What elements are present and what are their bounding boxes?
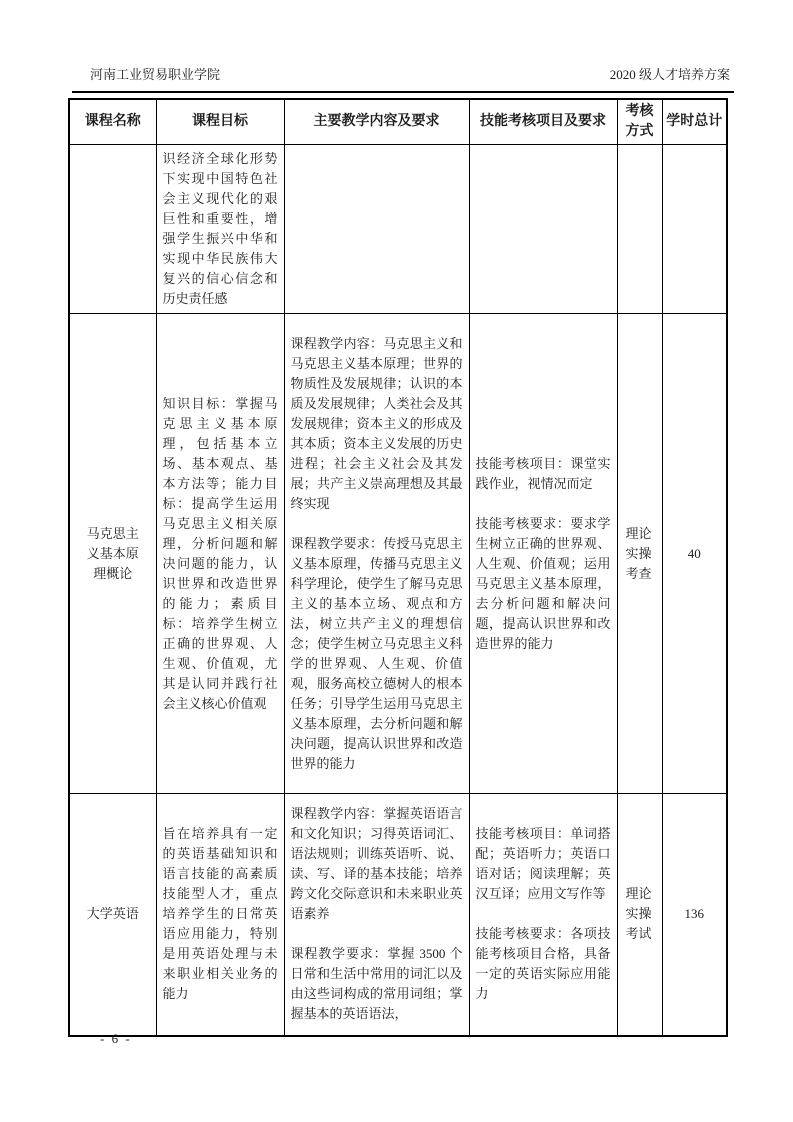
content-paragraph: 课程教学要求：掌握 3500 个日常和生活中常用的词汇以及由这些词构成的常用词组；掌握基本的英语语法， — [290, 946, 463, 1022]
table-row — [69, 145, 727, 314]
col-header-method: 考核方式 — [617, 99, 662, 145]
table-row — [69, 794, 727, 1036]
objectives-text: 旨在培养具有一定的英语基础知识和语言技能的高素质技能型人才，重点培养学生的日常英语应用能力，特别是用英语处理与未来职业相关业务的能力 — [162, 826, 278, 1002]
hours-text: 40 — [687, 545, 701, 561]
curriculum-table — [68, 98, 728, 1037]
cell-course-name — [69, 145, 156, 314]
document-header — [90, 66, 730, 84]
assessment-paragraph: 技能考核项目：课堂实践作业，视情况而定 — [475, 455, 611, 491]
assessment-paragraph: 技能考核要求：各项技能考核项目合格，具备一定的英语实际应用能力 — [475, 926, 611, 1002]
cell-hours — [662, 794, 727, 1036]
cell-objectives — [156, 794, 284, 1036]
col-header-course-name: 课程名称 — [69, 99, 156, 145]
cell-objectives — [156, 314, 284, 794]
cell-assessment — [469, 794, 617, 1036]
col-header-objectives: 课程目标 — [156, 99, 284, 145]
method-text: 理论实操考查 — [625, 525, 652, 581]
content-paragraph: 课程教学内容：马克思主义和马克思主义基本原理；世界的物质性及发展规律；认识的本质及发展规律；人类社会及其发展规律；资本主义的形成及其本质；资本主义发展的历史进程；社会主义社会及其发展；共产主义崇高理想及其最终实现 — [290, 335, 463, 511]
course-name-text: 大学英语 — [86, 906, 139, 922]
table-row — [69, 314, 727, 794]
assessment-paragraph: 技能考核项目：单词搭配；英语听力；英语口语对话；阅读理解；英汉互译；应用文写作等 — [475, 826, 611, 902]
col-header-hours: 学时总计 — [662, 99, 727, 145]
cell-course-name — [69, 794, 156, 1036]
table-header-row — [69, 99, 727, 145]
content-paragraph: 课程教学要求：传授马克思主义基本原理，传播马克思主义科学理论，使学生了解马克思主义的基本立场、观点和方法，树立共产主义的理想信念；使学生树立马克思主义科学的世界观、人生观、价值观，服务高校立德树人的根本任务；引导学生运用马克思主义基本原理，去分析问题和解决问题，提高认识世界和改造世界的能力 — [290, 535, 463, 771]
content-paragraph: 课程教学内容：掌握英语语言和文化知识；习得英语词汇、语法规则；训练英语听、说、读、写、译的基本技能；培养跨文化交际意识和未来职业英语素养 — [290, 806, 463, 922]
cell-content — [284, 794, 469, 1036]
cell-objectives — [156, 145, 284, 314]
hours-text: 136 — [684, 906, 704, 922]
objectives-text: 识经济全球化形势下实现中国特色社会主义现代化的艰巨性和重要性，增强学生振兴中华和实现中华民族伟大复兴的信心信念和历史责任感 — [162, 151, 278, 306]
cell-hours — [662, 314, 727, 794]
cell-method — [617, 314, 662, 794]
cell-method — [617, 794, 662, 1036]
cell-hours — [662, 145, 727, 314]
course-name-text: 马克思主义基本原理概论 — [86, 525, 139, 581]
header-school-name: 河南工业贸易职业学院 — [90, 67, 221, 82]
method-text: 理论实操考试 — [625, 886, 652, 942]
cell-method — [617, 145, 662, 314]
page-number: - 6 - — [100, 1031, 132, 1046]
col-header-assessment: 技能考核项目及要求 — [469, 99, 617, 145]
cell-course-name — [69, 314, 156, 794]
objectives-text: 知识目标：掌握马克思主义基本原理，包括基本立场、基本观点、基本方法等；能力目标：提高学生运用马克思主义相关原理，分析问题和解决问题的能力，认识世界和改造世界的能力；素质目标：培养学生树立正确的世界观、人生观、价值观，尤其是认同并践行社会主义核心价值观 — [162, 395, 278, 711]
cell-assessment — [469, 145, 617, 314]
col-header-content: 主要教学内容及要求 — [284, 99, 469, 145]
header-rule — [72, 91, 734, 93]
header-program-title: 2020 级人才培养方案 — [609, 67, 730, 82]
assessment-paragraph: 技能考核要求：要求学生树立正确的世界观、人生观、价值观；运用马克思主义基本原理，去分析问题和解决问题，提高认识世界和改造世界的能力 — [475, 515, 611, 651]
cell-content — [284, 145, 469, 314]
cell-assessment — [469, 314, 617, 794]
cell-content — [284, 314, 469, 794]
